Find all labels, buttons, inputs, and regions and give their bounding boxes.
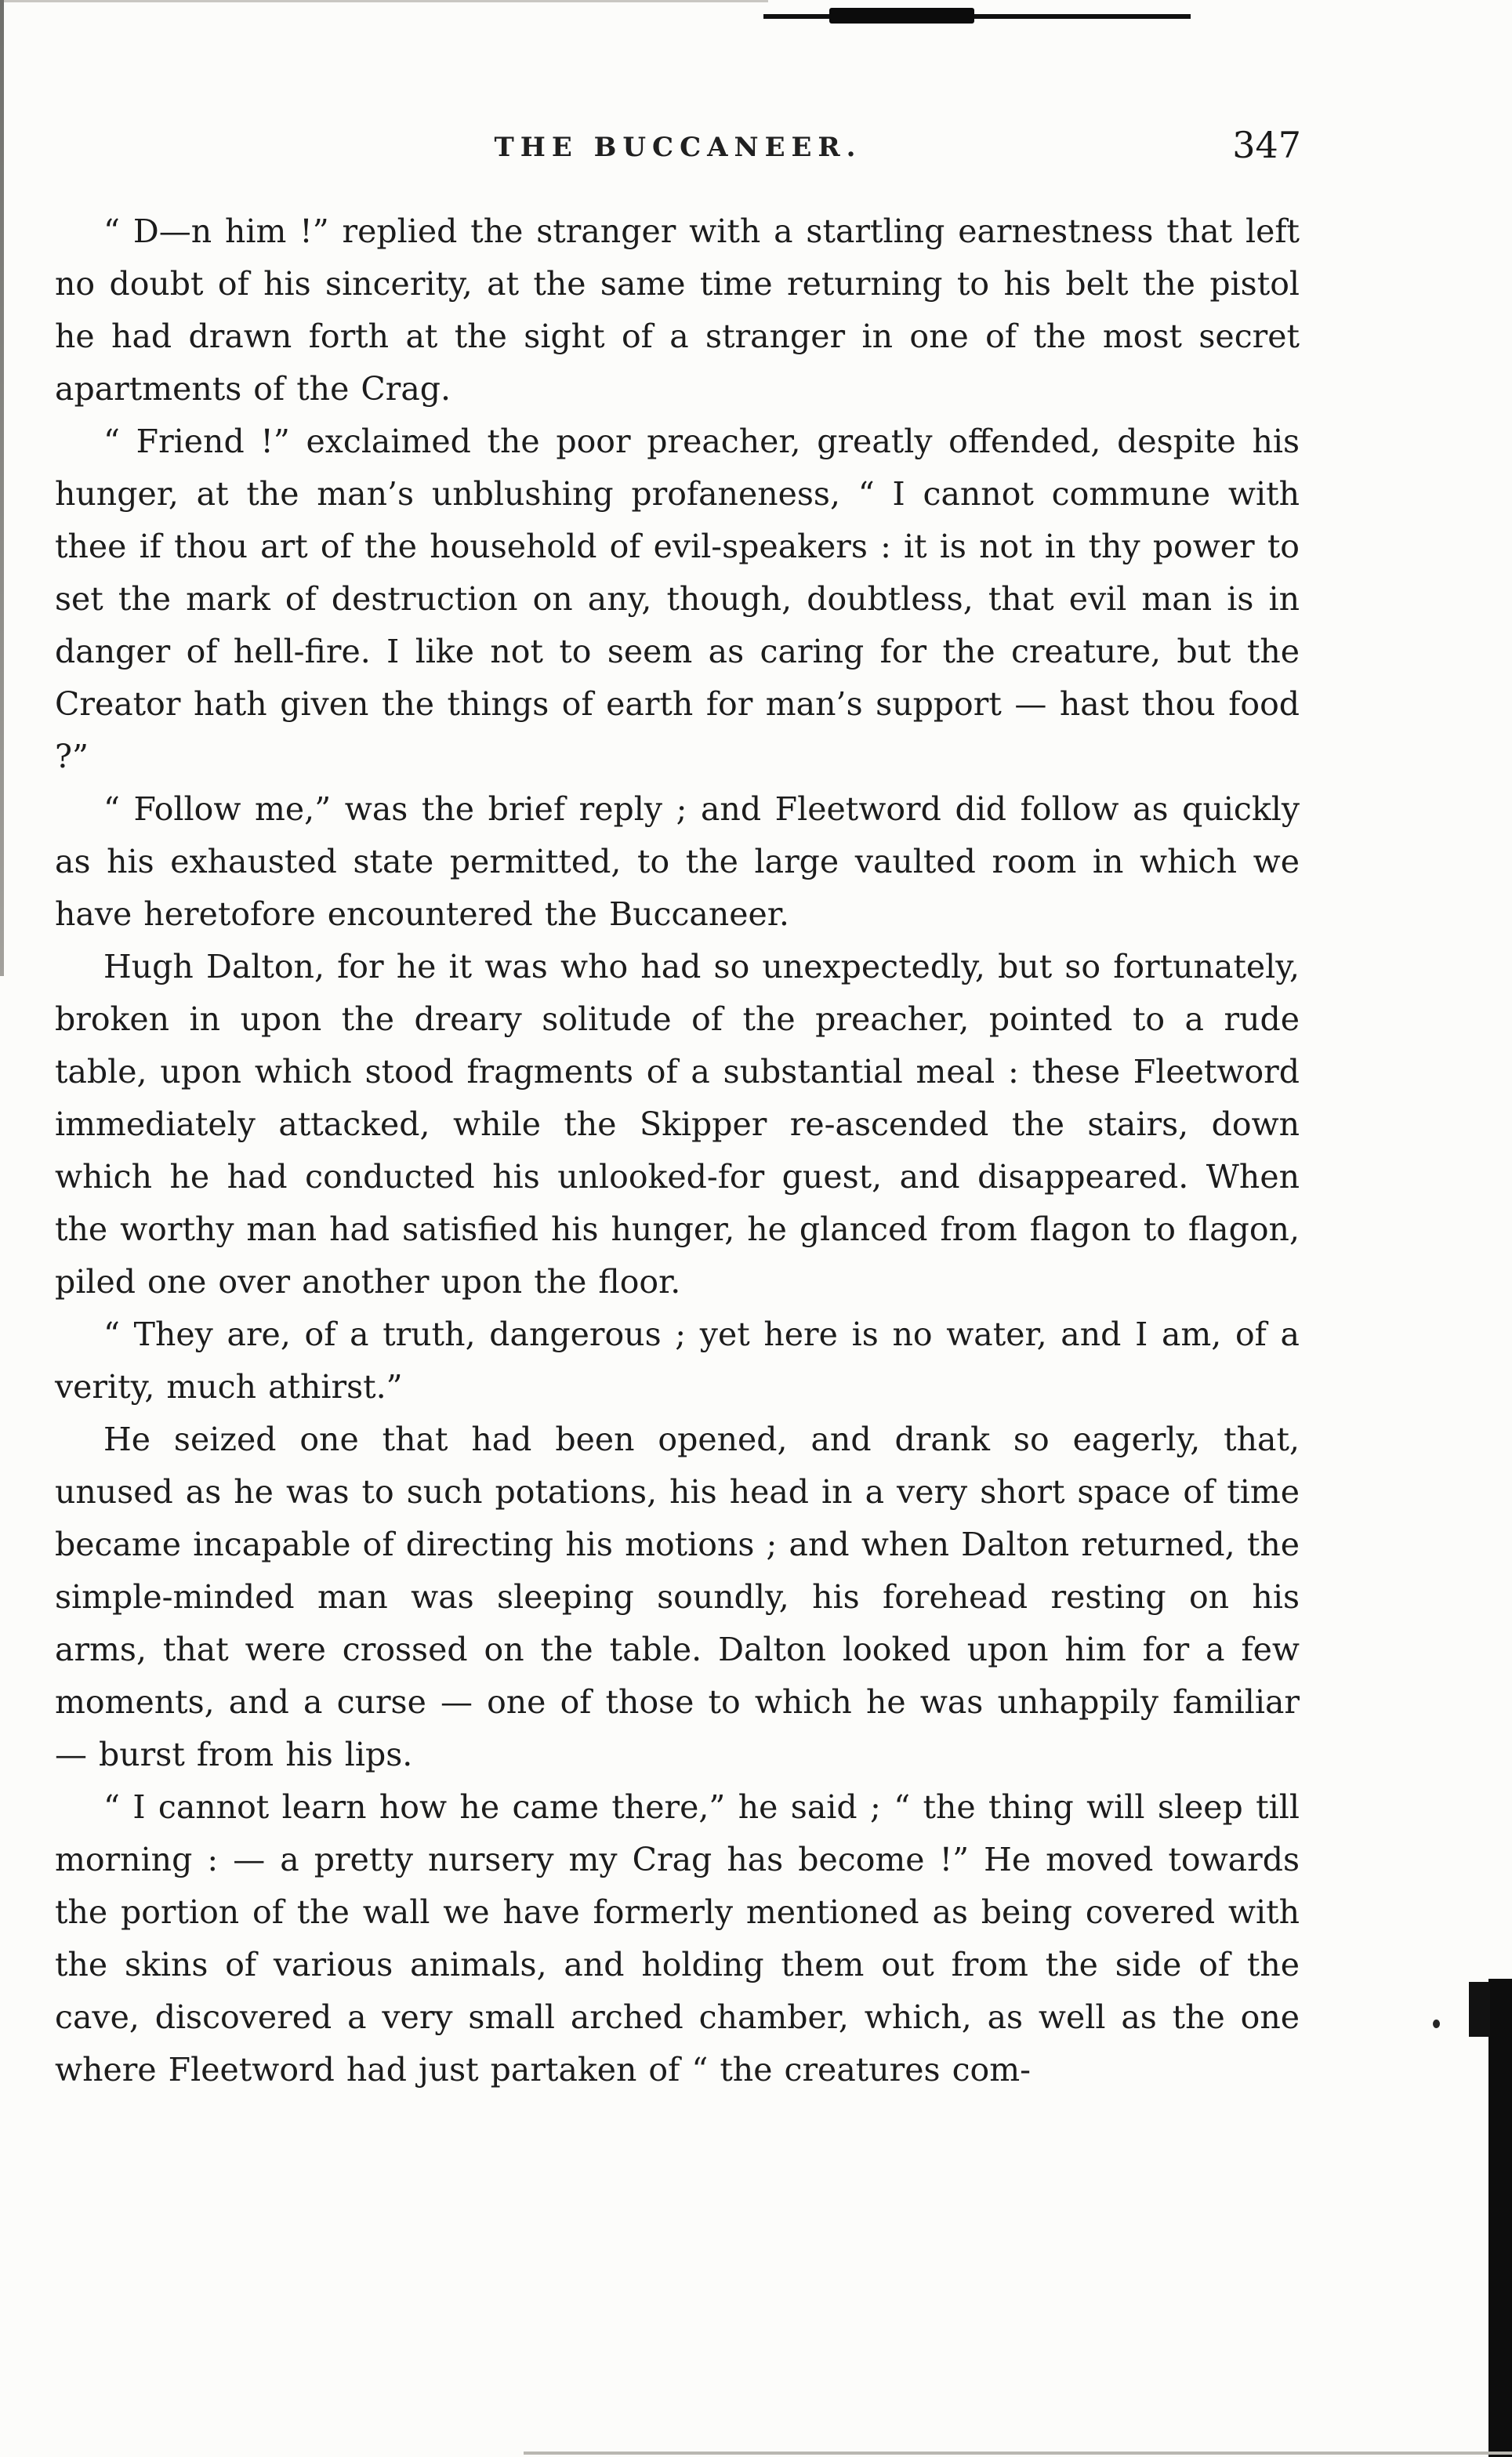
scan-artifact-ink-dot (1433, 2020, 1440, 2028)
scan-artifact-top-edge (0, 0, 768, 2)
scan-artifact-bottom-edge (524, 2452, 1512, 2455)
running-title: THE BUCCANEER. (494, 132, 862, 163)
paragraph: “ They are, of a truth, dangerous ; yet here is no water, and I am, of a verity, much athirst.” (55, 1316, 1300, 1406)
paragraph: “ I cannot learn how he came there,” he said ; “ the thing will sleep till morning : — a pretty nursery my Crag has become !” He moved towards the portion of the wall we have formerly mentioned as being covered with the skins of various animals, and holding them out from the side of the cave, discovered a very small arched chamber, which, as well as the one where Fleetword had just partaken of “ the creatures com- (55, 1788, 1300, 2089)
paragraph: “ D—n him !” replied the stranger with a startling earnestness that left no doubt of his sincerity, at the same time returning to his belt the pistol he had drawn forth at the sight of a stranger in one of the most secret apartments of the Crag. (55, 212, 1300, 408)
scan-artifact-top-ink-blob (829, 8, 974, 24)
body-text (55, 205, 1300, 2096)
paragraph: “ Friend !” exclaimed the poor preacher, greatly offended, despite his hunger, at the man’s unblushing profaneness, “ I cannot commune with thee if thou art of the household of evil-speakers : it is not in thy power to set the mark of destruction on any, though, doubtless, that evil man is in danger of hell-fire. I like not to seem as caring for the creature, but the Creator hath given the things of earth for man’s support — hast thou food ?” (55, 423, 1300, 775)
paragraph: Hugh Dalton, for he it was who had so unexpectedly, but so fortunately, broken in upon the dreary solitude of the preacher, pointed to a rude table, upon which stood fragments of a substantial meal : these Fleetword immediately attacked, while the Skipper re-ascended the stairs, down which he had conducted his unlooked-for guest, and disappeared. When the worthy man had satisfied his hunger, he glanced from flagon to flagon, piled one over another upon the floor. (55, 948, 1300, 1301)
paragraph: “ Follow me,” was the brief reply ; and Fleetword did follow as quickly as his exhausted state permitted, to the large vaulted room in which we have heretofore encountered the Buccaneer. (55, 790, 1300, 933)
page-number: 347 (1232, 124, 1301, 166)
scan-artifact-left-edge (0, 0, 4, 976)
scan-artifact-top-ink-line (763, 14, 1191, 19)
scan-artifact-right-edge-bar (1488, 1979, 1512, 2457)
scan-artifact-right-edge-notch (1469, 1982, 1490, 2037)
page-header (55, 124, 1301, 179)
paragraph: He seized one that had been opened, and drank so eagerly, that, unused as he was to such potations, his head in a very short space of time became incapable of directing his motions ; and when Dalton returned, the simple-minded man was sleeping soundly, his forehead resting on his arms, that were crossed on the table. Dalton looked upon him for a few moments, and a curse — one of those to which he was unhappily familiar — burst from his lips. (55, 1421, 1300, 1773)
